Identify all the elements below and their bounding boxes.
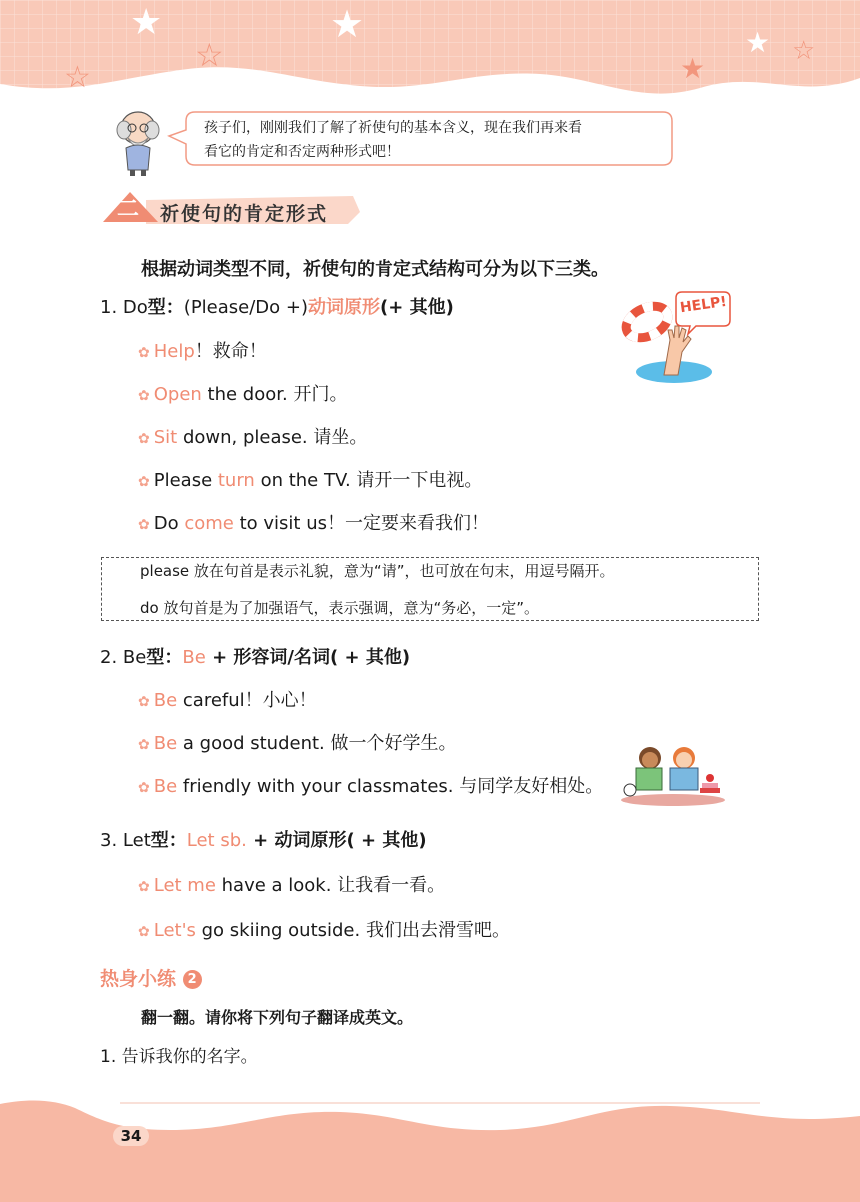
example-row	[138, 383, 347, 408]
formula-prefix: (Please/Do +)	[183, 297, 308, 318]
flower-bullet-icon: ✿	[138, 517, 150, 533]
example-highlight: Let me	[153, 875, 216, 896]
example-post: ！救命！	[194, 341, 267, 362]
type-3-heading	[100, 829, 427, 853]
note-line: do 放句首是为了加强语气，表示强调，意为“务必，一定”。	[140, 599, 540, 617]
page-number: 34	[113, 1126, 149, 1146]
speech-line: 孩子们，刚刚我们了解了祈使句的基本含义，现在我们再来看	[204, 120, 582, 136]
type-name: Be	[122, 647, 147, 668]
example-post: friendly with your classmates. 与同学友好相处。	[177, 776, 604, 797]
formula-suffix: (+ 其他)	[380, 297, 454, 318]
example-highlight: Help	[153, 341, 195, 362]
note-line: please 放在句首是表示礼貌，意为“请”，也可放在句末，用逗号隔开。	[140, 562, 615, 580]
star-outline-icon: ☆	[64, 60, 91, 95]
example-row	[138, 689, 317, 714]
star-icon: ★	[330, 2, 365, 46]
example-highlight: Open	[153, 384, 202, 405]
section-title: 祈使句的肯定形式	[160, 203, 329, 225]
reading-kids-illustration	[618, 740, 728, 808]
type-suffix: 型：	[147, 297, 184, 318]
notes-box	[101, 557, 759, 621]
flower-bullet-icon: ✿	[138, 388, 150, 404]
speech-bubble-text	[204, 116, 582, 164]
flower-bullet-icon: ✿	[138, 694, 150, 710]
example-highlight: Be	[153, 776, 178, 797]
type-name: Do	[122, 297, 148, 318]
flower-bullet-icon: ✿	[138, 737, 150, 753]
formula-highlight: Be	[182, 647, 206, 668]
teacher-mascot-icon	[108, 108, 163, 178]
type-1-heading	[100, 296, 454, 320]
header-wave	[0, 0, 860, 110]
example-post: have a look. 让我看一看。	[215, 875, 446, 896]
example-post: go skiing outside. 我们出去滑雪吧。	[195, 920, 510, 941]
formula-suffix: + 形容词/名词( + 其他)	[205, 647, 411, 668]
flower-bullet-icon: ✿	[138, 780, 150, 796]
footer-wave	[0, 1090, 860, 1202]
type-number: 2.	[100, 647, 118, 668]
formula-highlight: Let sb.	[186, 830, 247, 851]
example-post: to visit us！一定要来看我们！	[233, 513, 489, 534]
practice-title-text: 热身小练	[100, 968, 177, 990]
example-highlight: Let's	[153, 920, 196, 941]
example-post: the door. 开门。	[201, 384, 348, 405]
section-number: 二	[117, 197, 140, 222]
help-sign-text: HELP!	[679, 293, 728, 317]
star-outline-icon: ☆	[195, 36, 224, 74]
star-outline-icon: ☆	[792, 36, 816, 66]
formula-suffix: + 动词原形( + 其他)	[246, 830, 427, 851]
practice-title	[100, 964, 202, 991]
example-highlight: Be	[153, 690, 178, 711]
flower-bullet-icon: ✿	[138, 924, 150, 940]
type-name: Let	[122, 830, 151, 851]
type-2-heading	[100, 646, 410, 670]
example-post: careful！小心！	[177, 690, 317, 711]
formula-highlight: 动词原形	[308, 297, 380, 318]
speech-line: 看它的肯定和否定两种形式吧！	[204, 144, 400, 160]
example-post: on the TV. 请开一下电视。	[254, 470, 483, 491]
example-row	[138, 874, 445, 899]
example-highlight: turn	[217, 470, 255, 491]
example-row	[138, 469, 482, 494]
type-suffix: 型：	[146, 647, 183, 668]
star-icon: ★	[130, 2, 163, 43]
example-highlight: Sit	[153, 427, 178, 448]
flower-bullet-icon: ✿	[138, 474, 150, 490]
type-number: 3.	[100, 830, 118, 851]
example-row	[138, 426, 367, 451]
practice-badge: 2	[183, 970, 202, 989]
flower-bullet-icon: ✿	[138, 879, 150, 895]
example-post: down, please. 请坐。	[177, 427, 368, 448]
example-row	[138, 775, 603, 800]
example-pre: Please	[153, 470, 218, 491]
example-row	[138, 512, 489, 537]
example-post: a good student. 做一个好学生。	[177, 733, 457, 754]
example-row	[138, 340, 267, 365]
example-pre: Do	[153, 513, 185, 534]
example-row	[138, 919, 510, 944]
example-highlight: come	[184, 513, 234, 534]
example-row	[138, 732, 457, 757]
star-icon: ★	[745, 26, 771, 59]
example-highlight: Be	[153, 733, 178, 754]
flower-bullet-icon: ✿	[138, 345, 150, 361]
flower-bullet-icon: ✿	[138, 431, 150, 447]
practice-item: 1. 告诉我你的名字。	[100, 1047, 258, 1067]
type-suffix: 型：	[150, 830, 187, 851]
practice-instruction: 翻一翻。请你将下列句子翻译成英文。	[141, 1008, 414, 1027]
summary-text: 根据动词类型不同，祈使句的肯定式结构可分为以下三类。	[141, 259, 609, 280]
type-number: 1.	[100, 297, 118, 318]
star-icon: ★	[680, 52, 706, 85]
